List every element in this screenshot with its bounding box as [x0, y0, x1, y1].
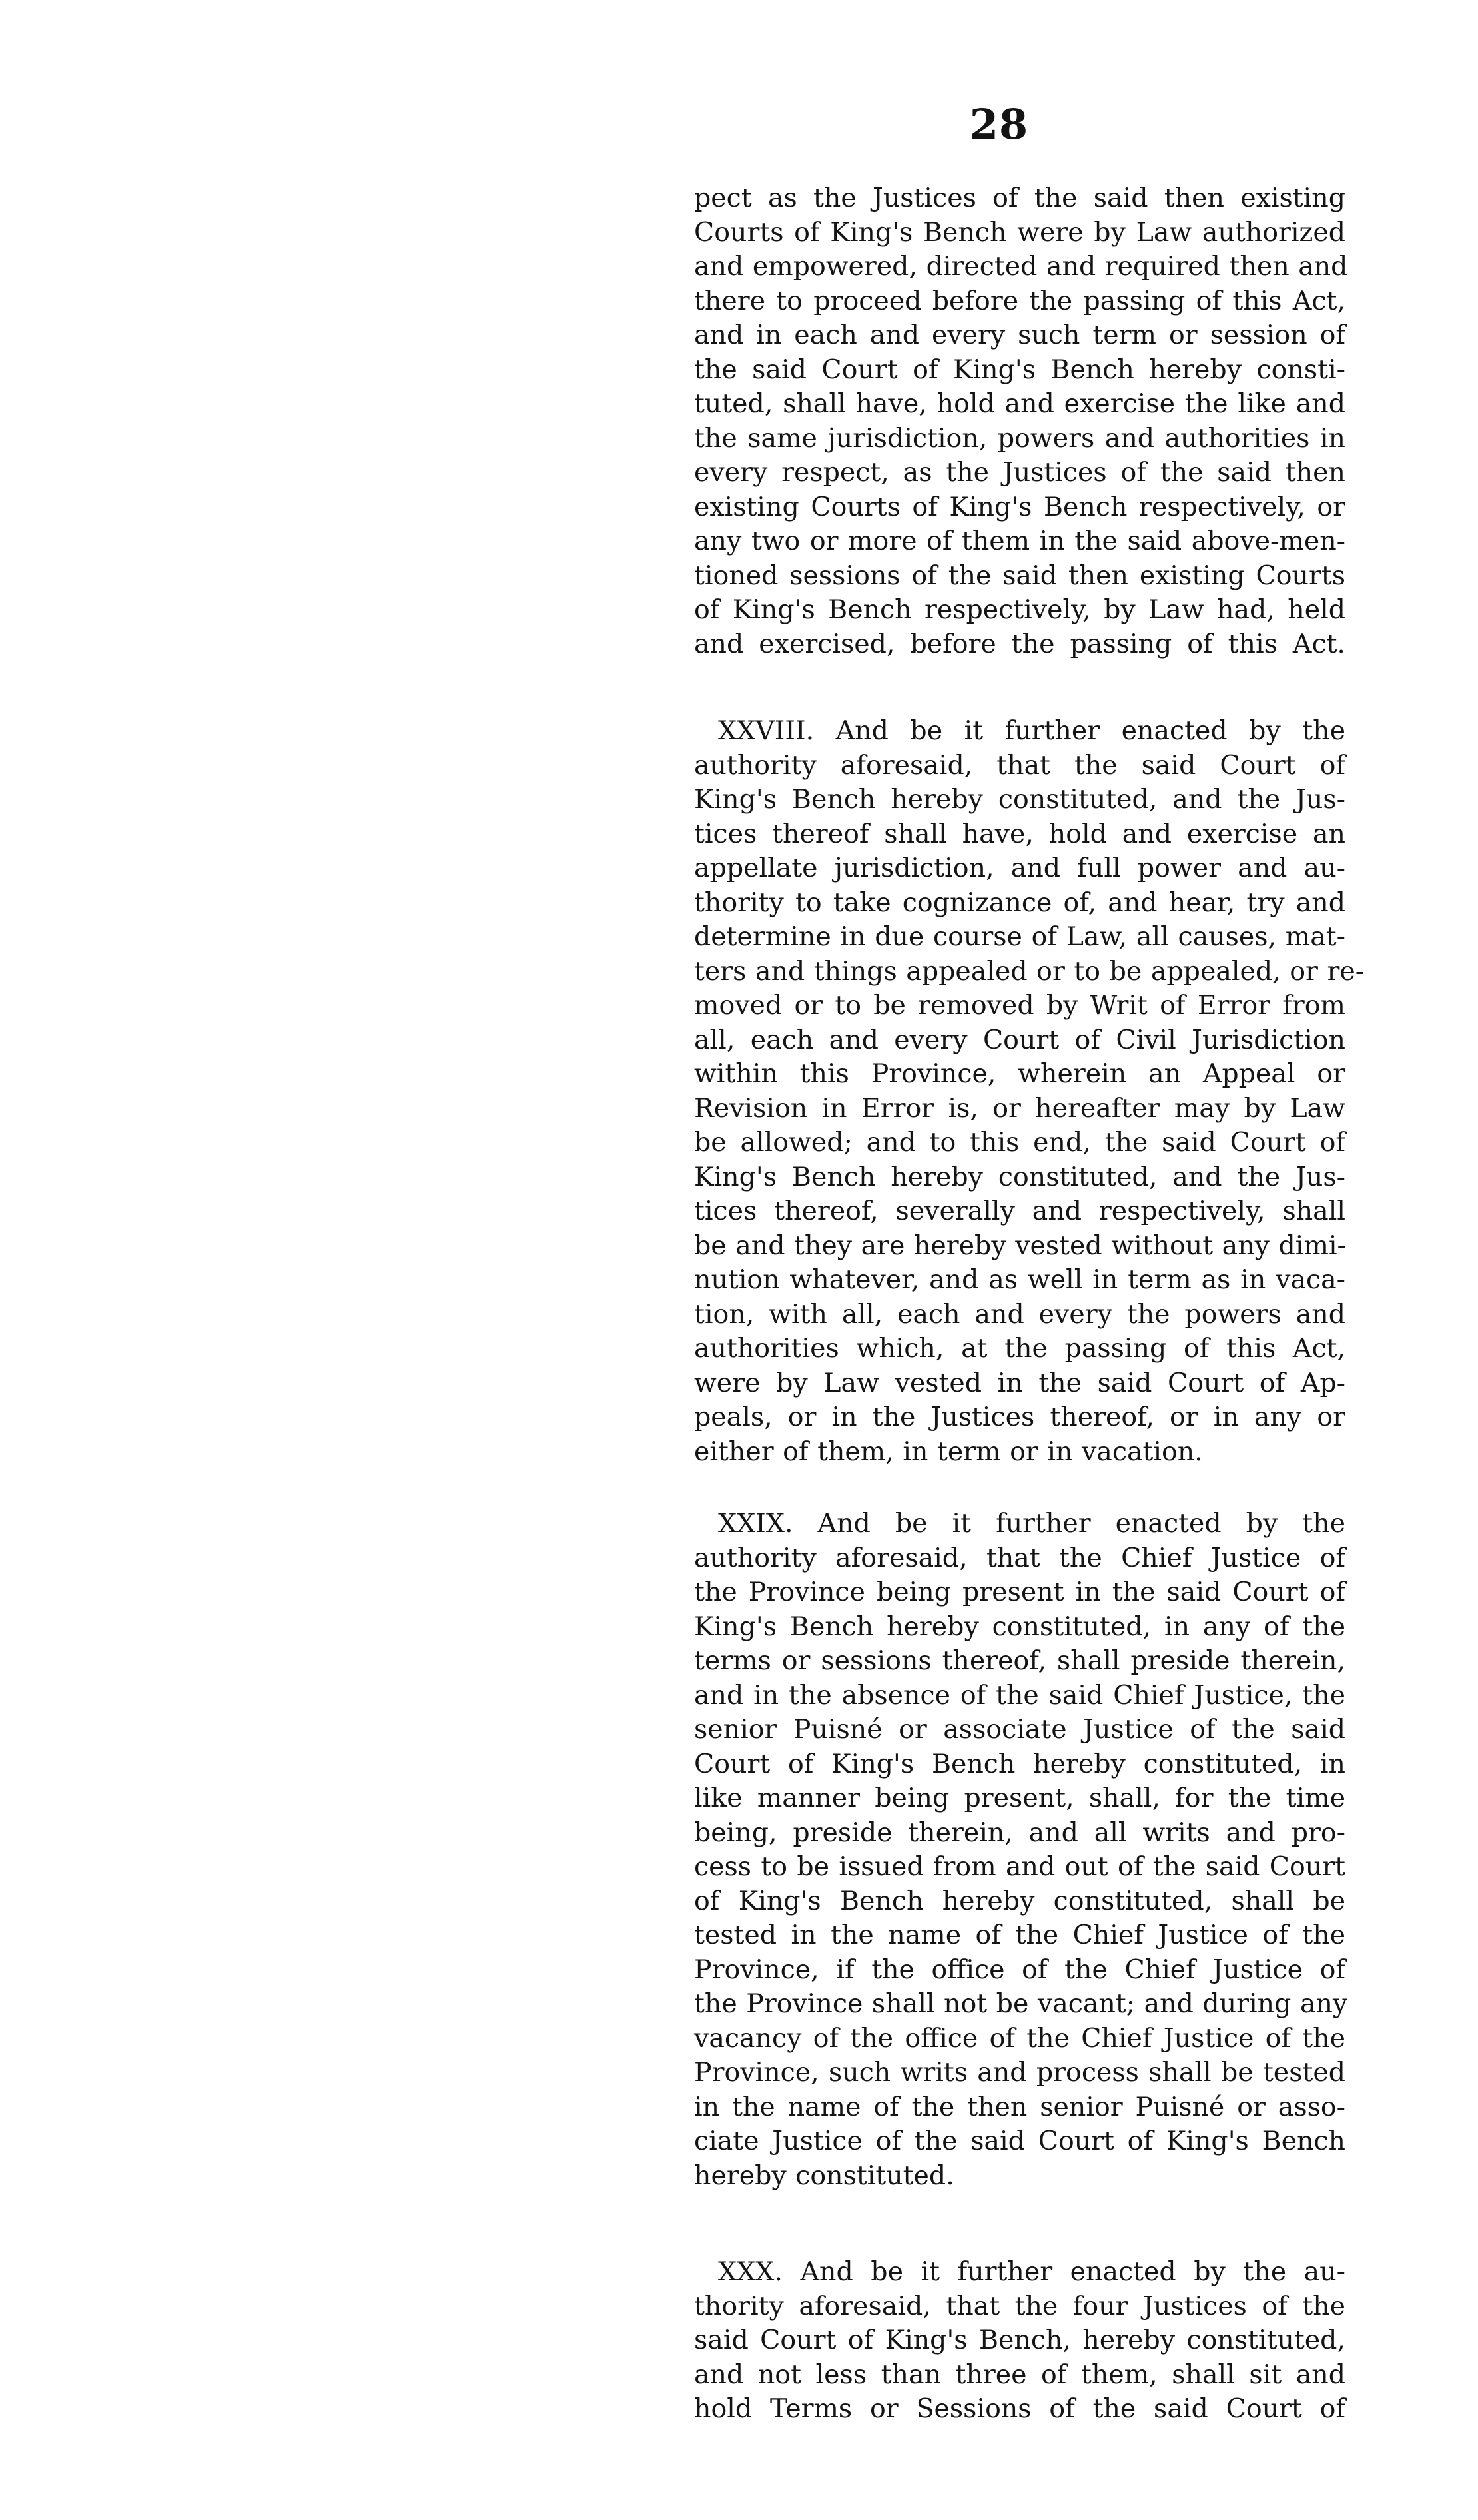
text-line: the Province shall not be vacant; and during any [694, 1988, 1348, 2019]
text-line: all, each and every Court of Civil Jurisdiction [694, 1024, 1345, 1055]
text-line: senior Puisné or associate Justice of the said [694, 1714, 1345, 1745]
text-line: King's Bench hereby constituted, and the Jus- [694, 1161, 1345, 1192]
paragraph-continuation [694, 181, 1348, 661]
text-line: and not less than three of them, shall sit and [694, 2359, 1345, 2390]
text-line: vacancy of the office of the Chief Justice of the [694, 2022, 1345, 2054]
section-xxix [694, 1507, 1348, 2193]
text-line: authority aforesaid, that the Chief Justice of [694, 1542, 1345, 1573]
text-line: within this Province, wherein an Appeal or [694, 1058, 1345, 1089]
text-line: and in the absence of the said Chief Justice, the [694, 1679, 1345, 1711]
text-line: hold Terms or Sessions of the said Court of [694, 2393, 1345, 2424]
paragraph-body [694, 1507, 1348, 2193]
text-line: thority aforesaid, that the four Justices of the [694, 2290, 1345, 2321]
text-line: of King's Bench respectively, by Law had, held [694, 594, 1345, 625]
text-line: peals, or in the Justices thereof, or in any or [694, 1402, 1345, 1432]
text-line: tested in the name of the Chief Justice of the [694, 1920, 1345, 1950]
text-line: like manner being present, shall, for the time [694, 1783, 1345, 1813]
section-xxx [694, 2255, 1345, 2427]
text-line: existing Courts of King's Bench respectively, or [694, 491, 1345, 522]
text-line: ciate Justice of the said Court of King's Bench [694, 2126, 1345, 2156]
section-heading-line: XXX. And be it further enacted by the au- [718, 2256, 1345, 2287]
text-line: tices thereof, severally and respectively, shall [694, 1196, 1345, 1226]
text-line: appellate jurisdiction, and full power and au- [694, 853, 1345, 883]
text-line: be and they are hereby vested without any dimi- [694, 1230, 1346, 1261]
text-line: either of them, in term or in vacation. [694, 1436, 1203, 1467]
text-line: Court of King's Bench hereby constituted, in [694, 1748, 1345, 1779]
text-line: thority to take cognizance of, and hear, try and [694, 887, 1345, 918]
text-line: King's Bench hereby constituted, in any of the [694, 1611, 1345, 1642]
text-line: and exercised, before the passing of this Act. [694, 628, 1345, 659]
text-line: and empowered, directed and required then and [694, 251, 1348, 282]
text-line: nution whatever, and as well in term as in vaca- [694, 1264, 1345, 1295]
text-line: hereby constituted. [694, 2160, 954, 2191]
text-line: were by Law vested in the said Court of Ap- [694, 1367, 1345, 1398]
text-line: determine in due course of Law, all causes, mat- [694, 921, 1345, 952]
page-number: 28 [969, 100, 1029, 149]
text-line: ters and things appealed or to be appealed, or re- [694, 955, 1365, 987]
text-line: authority aforesaid, that the said Court of [694, 749, 1345, 781]
text-line: moved or to be removed by Writ of Error from [694, 990, 1345, 1021]
text-line: said Court of King's Bench, hereby constituted, [694, 2325, 1345, 2355]
text-line: be allowed; and to this end, the said Court of [694, 1127, 1345, 1158]
text-line: in the name of the then senior Puisné or asso- [694, 2091, 1345, 2122]
text-line: the said Court of King's Bench hereby consti- [694, 354, 1345, 385]
paragraph-body [694, 2255, 1345, 2427]
text-line: Courts of King's Bench were by Law authorized [694, 216, 1345, 248]
text-line: tioned sessions of the said then existing Courts [694, 560, 1345, 591]
section-heading-line: XXIX. And be it further enacted by the [718, 1508, 1345, 1539]
text-line: tices thereof shall have, hold and exercise an [694, 818, 1345, 849]
text-line: tuted, shall have, hold and exercise the like and [694, 388, 1345, 419]
text-line: cess to be issued from and out of the said Court [694, 1851, 1345, 1882]
text-line: being, preside therein, and all writs and pro- [694, 1817, 1345, 1848]
text-line: the Province being present in the said Court of [694, 1577, 1345, 1607]
text-line: Province, if the office of the Chief Justice of [694, 1954, 1345, 1985]
text-line: of King's Bench hereby constituted, shall be [694, 1885, 1345, 1916]
text-line: every respect, as the Justices of the said then [694, 457, 1345, 488]
paragraph-body [694, 181, 1348, 661]
text-line: terms or sessions thereof, shall preside therein, [694, 1645, 1345, 1676]
text-line: any two or more of them in the said above-men- [694, 526, 1345, 556]
paragraph-body [694, 714, 1365, 1469]
section-heading-line: XXVIII. And be it further enacted by the [718, 715, 1345, 746]
text-line: pect as the Justices of the said then existing [694, 183, 1345, 213]
text-line: and in each and every such term or session of [694, 320, 1345, 350]
text-line: authorities which, at the passing of this Act, [694, 1333, 1345, 1364]
text-line: Province, such writs and process shall be tested [694, 2057, 1345, 2088]
text-line: there to proceed before the passing of this Act, [694, 285, 1345, 316]
section-xxviii [694, 714, 1365, 1469]
text-line: tion, with all, each and every the powers and [694, 1298, 1345, 1330]
text-line: King's Bench hereby constituted, and the Jus- [694, 784, 1345, 815]
text-line: Revision in Error is, or hereafter may by Law [694, 1092, 1345, 1124]
text-line: the same jurisdiction, powers and authorities in [694, 422, 1345, 454]
